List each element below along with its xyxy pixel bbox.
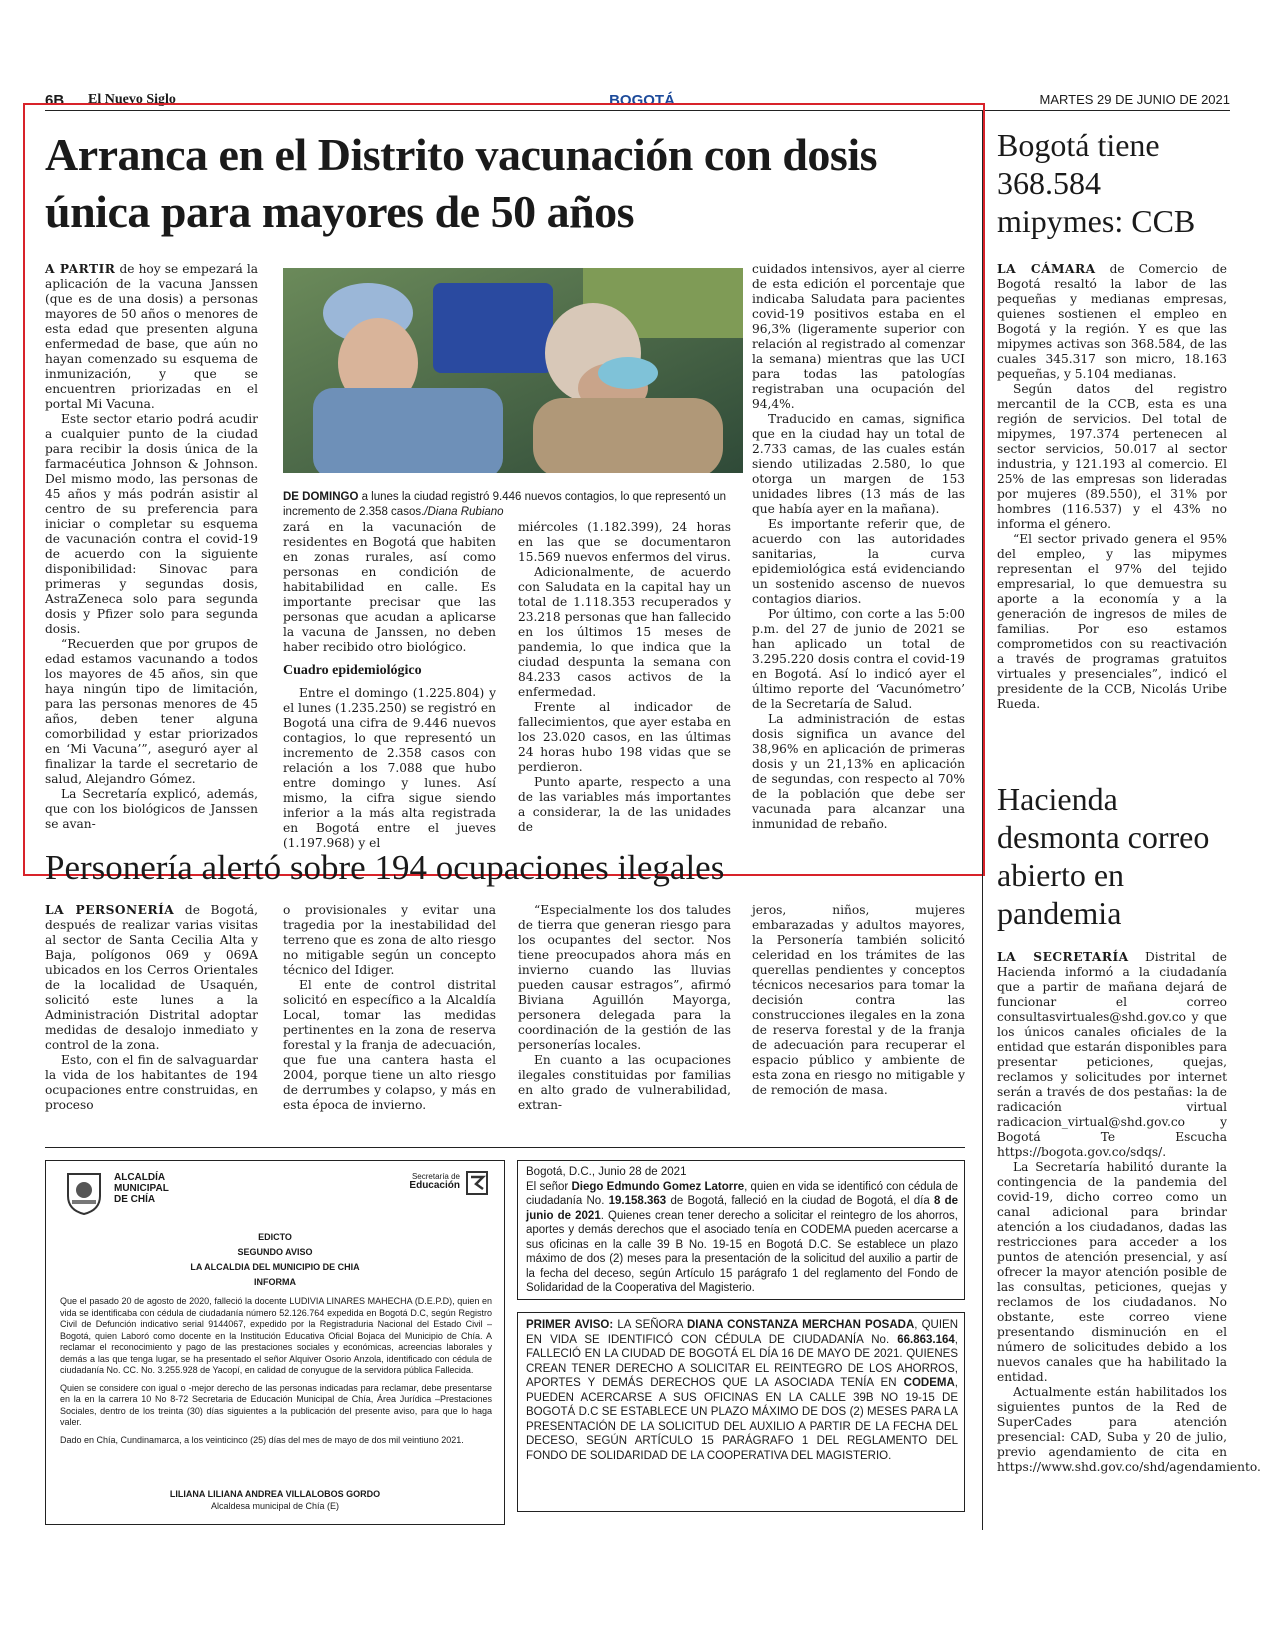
- issue-date: MARTES 29 DE JUNIO DE 2021: [1039, 92, 1230, 107]
- chia-crest-icon: [64, 1170, 104, 1216]
- aviso-merchan-text: PRIMER AVISO: LA SEÑORA DIANA CONSTANZA MERCHAN POSADA, QUIEN EN VIDA SE IDENTIFICÓ CON CÉDULA DE CIUDADANÍA No. 66.863.164, FALLECIÓ EN LA CIUDAD DE BOGOTÁ EL DÍA 16 DE MAYO DE 2021. QUIENES CREAN TENER DERECHO A SOLICITAR EL REINTEGRO DE LOS AHORROS, APORTES Y DEMÁS DERECHOS QUE LA ASOCIADA TENÍA EN CODEMA, PUEDEN ACERCARSE A SUS OFICINAS EN LA CALLE 39B NO 19-15 DE BOGOTÁ D.C SE ESTABLECE UN PLAZO MÁXIMO DE DOS (2) MESES PARA LA PRESENTACIÓN DE LA SOLICITUD DEL AUXILIO A PARTIR DE LA FECHA DEL DECESO, SEGÚN ARTÍCULO 15 PARÁGRAFO 1 DEL REGLAMENTO DEL FONDO DE SOLIDARIDAD DE LA COOPERATIVA DEL MAGISTERIO.: [526, 1319, 958, 1462]
- subhead: Cuadro epidemiológico: [283, 663, 422, 678]
- personeria-headline: Personería alertó sobre 194 ocupaciones ilegales: [45, 848, 725, 887]
- masthead: El Nuevo Siglo: [88, 92, 176, 107]
- section-label: BOGOTÁ: [609, 92, 675, 109]
- sidebar-hacienda-body: LA SECRETARÍA Distrital de Hacienda informó a la ciudadanía que a partir de mañana dejará de funcionar el correo consultasvirtuales@shd.gov.co y que los únicos canales oficiales de la entidad que estarán disponibles para presentar peticiones, quejas, reclamos y solicitudes por internet serán a través de dos pestañas: la de radicación virtual radicacion_virtual@shd.gov.co y Bogotá Te Escucha https://bogota.gov.co/sdqs/. La Secretaría habilitó durante la contingencia de la pandemia del covid-19, dicho correo como un canal adicional para brindar atención a los ciudadanos, dadas las restricciones para acceder a los puntos de atención presencial, y así ofrecer la mayor atención posible de las consultas, peticiones, quejas y reclamos de los ciudadanos. No obstante, este correo viene presentando disminución en el número de solicitudes debido a los nuevos canales que ha habilitado la entidad. Actualmente están habilitados los siguientes puntos de la Red de SuperCades para atención presencial: CAD, Suba y 20 de julio, previo agendamiento de cita en https://www.shd.gov.co/shd/agendamiento.: [997, 950, 1261, 1474]
- personeria-column-4: jeros, niños, mujeres embarazadas y adultos mayores, la Personería también solicitó celeridad en los trámites de las querellas pendientes y conceptos técnicos necesarios para tomar la decisión contra las construcciones ilegales en la zona de reserva forestal y de la franja de adecuación para recuperar el espacio público y ambiente de esta zona en riesgo no mitigable y de remoción de masa.: [752, 903, 965, 1097]
- education-dept: Secretaría de Educación: [409, 1172, 460, 1191]
- main-column-3: miércoles (1.182.399), 24 horas en las que se documentaron 15.569 nuevos enfermos del virus. Adicionalmente, de acuerdo con Saludata en la capital hay un total de 1.118.353 recuperados y 23.218 personas que han fallecido en los últimos 15 meses de pandemia, lo que indica que la ciudad despunta la semana con 84.233 casos activos de la enfermedad. Frente al indicador de fallecimientos, que ayer estaba en los 23.020 casos, en las últimas 24 horas hubo 198 vidas que se perdieron. Punto aparte, respecto a una de las variables más importantes a considerar, la de las unidades de: [518, 520, 731, 834]
- aviso-gomez-text: Bogotá, D.C., Junio 28 de 2021 El señor Diego Edmundo Gomez Latorre, quien en vida se identificó con cédula de ciudadanía No. 19.158.363 de Bogotá, falleció en la ciudad de Bogotá, el día 8 de junio de 2021. Quienes crean tener derecho a solicitar el reintegro de los ahorros, aportes y demás derechos que el asociado tenía en CODEMA pueden acercarse a sus oficinas en la calle 39 B No. 19-15 en Bogotá D.C. Se establece un plazo máximo de dos (2) meses para la presentación de la solicitud del auxilio a partir de la fecha del deceso, según Artículo 15 parágrafo 1 del reglamento del Fondo de Solidaridad de la Cooperativa del Magisterio.: [526, 1166, 959, 1294]
- section-rule: [45, 1147, 965, 1148]
- chia-org: ALCALDÍA MUNICIPAL DE CHÍA: [114, 1172, 169, 1205]
- edicto-signature: LILIANA LILIANA ANDREA VILLALOBOS GORDO Alcaldesa municipal de Chía (E): [169, 1489, 381, 1511]
- personeria-column-1: LA PERSONERÍA de Bogotá, después de realizar varias visitas al sector de Santa Cecilia Alta y Baja, polígonos 069 y 069A ubicados en los Cerros Orientales de la localidad de Usaquén, solicitó este lunes a la Administración Distrital adoptar medidas de desalojo inmediato y control de la zona. Esto, con el fin de salvaguardar la vida de los habitantes de 194 ocupaciones entre construidas, en proceso: [45, 903, 259, 1112]
- personeria-column-3: “Especialmente los dos taludes de tierra que generan riesgo para los ocupantes del sector. Nos tiene preocupados ahora más en invierno cuando las lluvias pueden causar estragos”, afirmó Biviana Aguillón Mayorga, personera delegada para la coordinación de la gestión de las personerías locales. En cuanto a las ocupaciones ilegales constituidas por familias en alto grado de vulnerabilidad, extran-: [518, 903, 731, 1112]
- edicto-titles: EDICTO SEGUNDO AVISO LA ALCALDIA DEL MUNICIPIO DE CHIA INFORMA: [190, 1232, 360, 1287]
- page-number: 6B: [45, 92, 65, 109]
- main-headline: Arranca en el Distrito vacunación con dosis única para mayores de 50 años: [45, 129, 878, 237]
- lead-caps: A PARTIR: [45, 262, 116, 276]
- sidebar-ccb-body: LA CÁMARA de Comercio de Bogotá resaltó la labor de las pequeñas y medianas empresas, quienes sostienen el empleo en Bogotá y la región. Y es que las mipymes activas son 368.584, de las cuales 345.317 son micro, 18.163 pequeñas, y 5.104 medianas. Según datos del registro mercantil de la CCB, esta es una región de servicios. Del total de mipymes, 197.374 pertenecen al sector servicios, 50.017 al sector industria, y 121.193 al comercio. El 25% de las empresas son lideradas por mujeres (89.550), el 31% por hombres (116.537) y el 43% no informa el género. “El sector privado genera el 95% del empleo, y las mipymes representan el 97% del tejido empresarial, lo que demuestra su aporte a la economía y a la generación de ingresos de miles de familias. Por eso estamos comprometidos con su reactivación a través de programas gratuitos virtuales y presenciales”, indicó el presidente de la CCB, Nicolás Uribe Rueda.: [997, 262, 1227, 711]
- personeria-column-2: o provisionales y evitar una tragedia por la inestabilidad del terreno que es zona de alto riesgo no mitigable según un concepto técnico del Idiger. El ente de control distrital solicitó en específico a la Alcaldía Local, tomar las medidas pertinentes en la zona de reserva forestal y la franja de adecuación, que fue una cantera hasta el 2004, porque tiene un alto riesgo de derrumbes y colapso, y más en esta época de invierno.: [283, 903, 496, 1112]
- main-column-4: cuidados intensivos, ayer al cierre de esta edición el porcentaje que indicaba Saludata para pacientes covid-19 positivos estaba en el 96,3% (ligeramente superior con relación al registrado al comenzar la semana) mientras que las UCI para todas las patologías registraban una ocupación del 94,4%. Traducido en camas, significa que en la ciudad hay un total de 2.733 camas, de las cuales están siendo utilizadas 2.580, lo que otorga un margen de 153 unidades libres (13 más de las que había ayer en la mañana). Es importante referir que, de acuerdo con las autoridades sanitarias, la curva epidemiológica está evidenciando un sostenido ascenso de nuevos contagios diarios. Por último, con corte a las 5:00 p.m. del 27 de junio de 2021 se han aplicado un total de 3.295.220 dosis contra el covid-19 en Bogotá. Así lo indicó ayer el último reporte del ‘Vacunómetro’ de la Secretaría de Salud. La administración de estas dosis significa un avance del 38,96% en aplicación de primeras dosis y un 21,13% en aplicación de segundas, con respecto al 70% de la población que debe ser vacunada para alcanzar una inmunidad de rebaño.: [752, 262, 965, 831]
- vaccination-photo: [283, 268, 743, 473]
- main-column-1: A PARTIR de hoy se empezará la aplicación de la vacuna Janssen (que es de una dosis) a personas mayores de 50 años o menores de esta edad que presenten alguna enfermedad de base, que aún no hayan comenzado su esquema de inmunización, y que se encuentren priorizadas en el portal Mi Vacuna. Este sector etario podrá acudir a cualquier punto de la ciudad para recibir la dosis única de la farmacéutica Johnson & Johnson. Del mismo modo, las personas de 45 años y más podrán asistir al centro de su preferencia para iniciar o completar su esquema de vacunación contra el covid-19 de acuerdo con la siguiente disponibilidad: Sinovac para primeras y segundas dosis, AstraZeneca solo para segunda dosis y Pfizer solo para segunda dosis. “Recuerden que por grupos de edad estamos vacunando a todos los mayores de 45 años, sin que haya ningún tipo de limitación, para las personas menores de 45 años, deben tener alguna comorbilidad y estar priorizados en ‘Mi Vacuna’”, aseguró ayer al finalizar la tarde el secretario de salud, Alejandro Gómez. La Secretaría explicó, además, que con los biológicos de Janssen se avan-: [45, 262, 259, 831]
- edicto-body: Que el pasado 20 de agosto de 2020, falleció la docente LUDIVIA LINARES MAHECHA (D.E.P.D), quien en vida se identificaba con cédula de ciudadanía número 52.126.764 expedida en Bogotá D.C, según Registro Civil de Defunción indicativo serial 9144067, expedido por la Registraduria Nacional del Estado Civil – Bogotá, quien Laboró como docente en la Institución Educativa Oficial Bojaca del Municipio de Chía. A reclamar el reconocimiento y pago de las prestaciones sociales y económicas, acreencias laborales y demás a las que tenga lugar, se ha presentado el señor Alquiver Osorio Anzola, identificado con cédula de ciudadanía No. CC. No. 3.255.928 de Yacopí, en calidad de conyugue de la servidora pública Fallecida. Quien se considere con igual o -mejor derecho de las personas indicadas para reclamar, debe presentarse en la en la carrera 10 No 8-72 Secretaria de Educación Municipal de Chía, Área Jurídica –Prestaciones Sociales, dentro de los treinta (30) días siguientes a la publicación del presente aviso, para que lo haga valer. Dado en Chía, Cundinamarca, a los veinticinco (25) días del mes de mayo de dos mil veintiuno 2021.: [60, 1296, 492, 1445]
- main-column-2: zará en la vacunación de residentes en Bogotá que habiten en zonas rurales, así como personas en condición de habitabilidad en calle. Es importante precisar que las personas que acudan a aplicarse la vacuna de Janssen, no deben haber recibido otro biológico. Cuadro epidemiológico Entre el domingo (1.225.804) y el lunes (1.235.250) se registró en Bogotá una cifra de 9.446 nuevos contagios, lo que representó un incremento de 2.358 casos con relación a los 7.088 que hubo entre domingo y lunes. Así mismo, la cifra sigue siendo inferior a la más alta registrada en Bogotá entre el jueves (1.197.968) y el: [283, 520, 496, 850]
- sidebar-headline-ccb: Bogotá tiene 368.584 mipymes: CCB: [997, 127, 1196, 239]
- photo-caption: DE DOMINGO a lunes la ciudad registró 9.446 nuevos contagios, lo que representó un incremento de 2.358 casos./Diana Rubiano: [283, 491, 727, 518]
- sidebar-headline-hacienda: Hacienda desmonta correo abierto en pandemia: [997, 781, 1210, 931]
- education-logo-icon: [466, 1171, 488, 1195]
- sidebar-rule: [982, 110, 983, 1530]
